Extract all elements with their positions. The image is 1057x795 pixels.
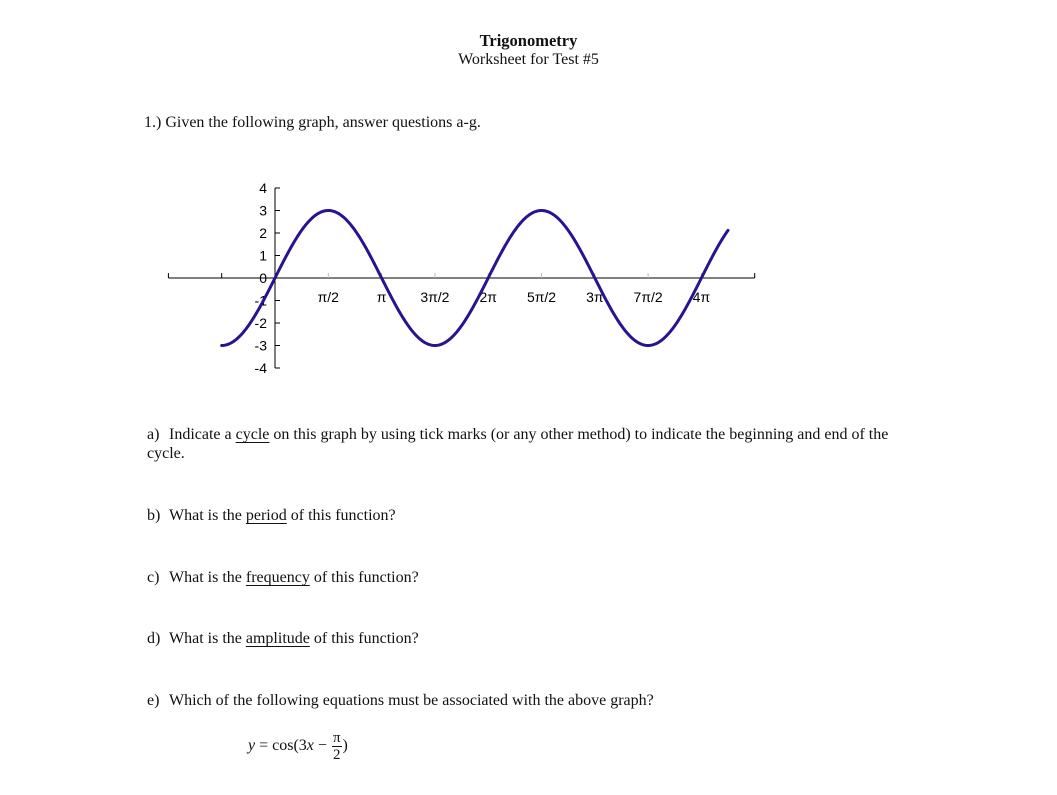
svg-text:-2: -2 xyxy=(254,315,267,331)
svg-text:π/2: π/2 xyxy=(317,289,339,305)
question-d-text: What is the xyxy=(169,630,246,647)
eq-var: x xyxy=(306,737,314,755)
question-d-label: d) xyxy=(147,630,161,647)
svg-text:2π: 2π xyxy=(479,289,497,305)
svg-text:3π/2: 3π/2 xyxy=(420,289,450,305)
x-axis-labels xyxy=(318,289,711,305)
svg-text:3π: 3π xyxy=(586,289,604,305)
worksheet-title: Trigonometry xyxy=(479,31,578,50)
svg-text:1: 1 xyxy=(259,247,267,264)
svg-text:2: 2 xyxy=(259,225,267,241)
question-e xyxy=(147,691,654,710)
eq-numerator: π xyxy=(332,730,341,746)
svg-text:7π/2: 7π/2 xyxy=(633,289,663,305)
question-b-text: What is the xyxy=(169,507,246,524)
worksheet-subtitle: Worksheet for Test #5 xyxy=(458,51,599,68)
svg-text:π: π xyxy=(376,289,387,305)
term-frequency: frequency xyxy=(245,569,310,586)
svg-text:3: 3 xyxy=(259,202,267,219)
question-e-label: e) xyxy=(147,692,160,709)
svg-text:5π/2: 5π/2 xyxy=(526,289,557,305)
question-a-label: a) xyxy=(147,426,160,443)
question-d xyxy=(147,629,419,648)
question-b-text-rest: of this function? xyxy=(286,507,396,524)
question-b-label: b) xyxy=(147,507,161,524)
eq-fraction xyxy=(332,730,342,763)
eq-cos: = cos(3 xyxy=(255,737,307,755)
question-c-label: c) xyxy=(147,569,160,586)
problem-1-prompt: 1.) Given the following graph, answer questions a-g. xyxy=(144,114,481,131)
question-e-text: Which of the following equations must be associated with the above graph? xyxy=(169,692,654,709)
eq-close: ) xyxy=(342,737,348,755)
eq-lhs: y xyxy=(248,737,256,755)
question-d-text-rest: of this function? xyxy=(309,630,419,647)
eq-denominator: 2 xyxy=(332,747,341,763)
question-c-text-rest: of this function? xyxy=(309,569,419,586)
term-amplitude: amplitude xyxy=(245,630,310,647)
term-cycle: cycle xyxy=(235,426,270,443)
svg-text:4: 4 xyxy=(259,180,267,196)
eq-minus: − xyxy=(313,737,331,755)
term-period: period xyxy=(245,507,287,524)
svg-text:0: 0 xyxy=(259,270,267,286)
question-a-text: Indicate a xyxy=(169,426,236,443)
question-a-text-rest: on this graph by using tick marks (or any other method) to indicate the beginning and end of the cycle. xyxy=(147,426,889,462)
svg-text:4π: 4π xyxy=(692,289,711,305)
svg-text:-4: -4 xyxy=(254,360,267,376)
question-c xyxy=(147,568,419,587)
question-c-text: What is the xyxy=(169,569,246,586)
svg-text:-1: -1 xyxy=(254,292,267,309)
question-b xyxy=(147,506,396,525)
question-a xyxy=(147,425,907,463)
equation-option-1 xyxy=(248,730,348,763)
svg-text:-3: -3 xyxy=(254,337,267,354)
